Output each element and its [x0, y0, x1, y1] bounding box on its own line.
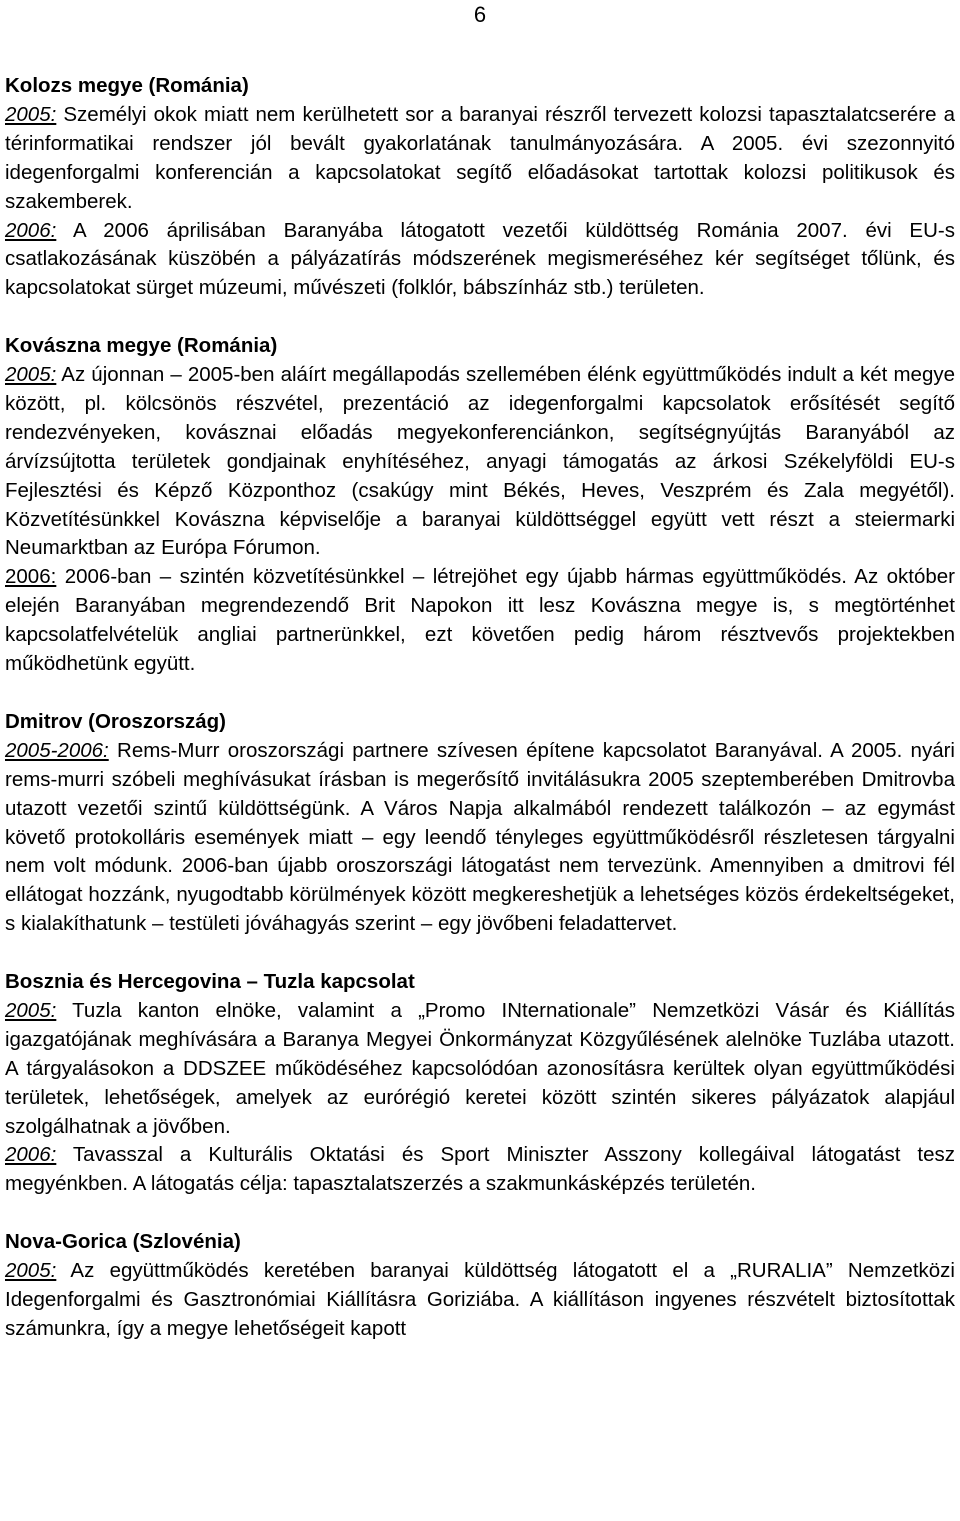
section-heading: Nova-Gorica (Szlovénia) [5, 1230, 241, 1254]
page-number: 6 [473, 2, 487, 27]
paragraph-text: Rems-Murr oroszországi partnere szívesen építene kapcsolatot Baranyával. A 2005. nyári rems-murri szóbeli meghívásukat írásban is megerősítő invitálásukra 2005 szeptemberében Dmitrovba utazott vezetői szintű küldöttségünk. A Város Napja alkalmából rendezett találkozón – az egymást követő protokolláris események miatt – egy leendő tényleges együttműködésről részletesen tárgyalni nem volt módunk. 2006-ban újabb oroszországi látogatást nem tervezünk. Amennyiben a dmitrovi fél ellátogat hozzánk, nyugodtabb körülmények között megkereshetjük a lehetséges közös érdekeltségeket, s kialakíthatunk – testületi jóváhagyás szerint – egy jövőbeni feladattervet. [5, 738, 955, 936]
paragraph [5, 1141, 955, 1199]
section-kovaszna [5, 332, 955, 679]
section-heading: Bosznia és Hercegovina – Tuzla kapcsolat [5, 970, 415, 994]
paragraph-text: Tuzla kanton elnöke, valamint a „Promo INternationale” Nemzetközi Vásár és Kiállítás igazgatójának meghívására a Baranya Megyei Önkormányzat Közgyűlésének alelnöke Tuzlába utazott. A tárgyalásokon a DDSZEE működéséhez kapcsolódóan azonosításra kerültek olyan együttműködési területek, lehetőségek, amelyek az eurórégió keretei között szintén sikeres pályázatok alapjául szolgálhatnak a jövőben. [5, 998, 955, 1138]
section-kolozs [5, 72, 955, 303]
document-body [5, 72, 955, 1373]
section-heading: Dmitrov (Oroszország) [5, 709, 226, 733]
year-label: 2005-2006: [5, 738, 109, 762]
paragraph-text: 2006-ban – szintén közvetítésünkkel – létrejöhet egy újabb hármas együttműködés. Az október elején Baranyában megrendezendő Brit Napokon itt lesz Kovászna megye is, s megtörténhet kapcsolatfelvételük angliai partnerünkkel, ezt követően pedig három résztvevős projektekben működhetünk együtt. [5, 565, 955, 676]
year-label: 2005: [5, 1259, 57, 1283]
section-heading: Kolozs megye (Románia) [5, 74, 249, 97]
section-dmitrov [5, 708, 955, 939]
year-label: 2006: [5, 1143, 57, 1167]
section-nova-gorica [5, 1228, 955, 1344]
paragraph-text: Az újonnan – 2005-ben aláírt megállapodás szellemében élénk együttműködés indult a két megye között, pl. kölcsönös részvétel, prezentáció az idegenforgalmi kapcsolatok erősítését segítő rendezvényeken, kovásznai előadás megyekonferenciánkon, segítségnyújtás Baranyából az árvízsújtotta területek gondjainak enyhítéséhez, anyagi támogatás az árkosi Székelyföldi EU-s Fejlesztési és Képző Központhoz (csakúgy mint Békés, Heves, Veszprém és Zala megyétől). Közvetítésünkkel Kovászna képviselője a baranyai küldöttséggel együtt vett részt a steiermarki Neumarktban az Európa Fórumon. [5, 363, 955, 560]
paragraph [5, 737, 955, 939]
year-label: 2005: [5, 363, 57, 387]
paragraph [5, 217, 955, 304]
paragraph [5, 361, 955, 563]
paragraph [5, 563, 955, 679]
paragraph [5, 101, 955, 217]
year-label: 2005: [5, 998, 57, 1022]
paragraph [5, 1257, 955, 1344]
paragraph-text: Tavasszal a Kulturális Oktatási és Sport Miniszter Asszony kollegáival látogatást tesz megyénkben. A látogatás célja: tapasztalatszerzés a szakmunkásképzés területén. [5, 1143, 955, 1196]
section-tuzla [5, 968, 955, 1199]
year-label: 2006: [5, 565, 57, 589]
paragraph [5, 997, 955, 1142]
year-label: 2006: [5, 218, 57, 242]
paragraph-text: Az együttműködés keretében baranyai küldöttség látogatott el a „RURALIA” Nemzetközi Idegenforgalmi és Gasztronómiai Kiállításra Goriziába. A kiállításon ingyenes részvételt biztosítottak számunkra, így a megye lehetőségeit kapott [5, 1259, 955, 1340]
year-label: 2005: [5, 102, 57, 126]
paragraph-text: A 2006 áprilisában Baranyába látogatott vezetői küldöttség Románia 2007. évi EU-s csatlakozásának küszöbén a pályázatírás módszerének megismeréséhez kér segítséget tőlünk, és kapcsolatokat sürget múzeumi, művészeti (folklór, bábszínház stb.) területen. [5, 218, 955, 300]
paragraph-text: Személyi okok miatt nem kerülhetett sor a baranyai részről tervezett kolozsi tapasztalatcserére a térinformatikai rendszer jól bevált gyakorlatának tanulmányozására. A 2005. évi szezonnyitó idegenforgalmi konferencián a kapcsolatokat segítő előadásokat tartottak kolozsi politikusok és szakemberek. [5, 102, 955, 213]
section-heading: Kovászna megye (Románia) [5, 334, 278, 358]
